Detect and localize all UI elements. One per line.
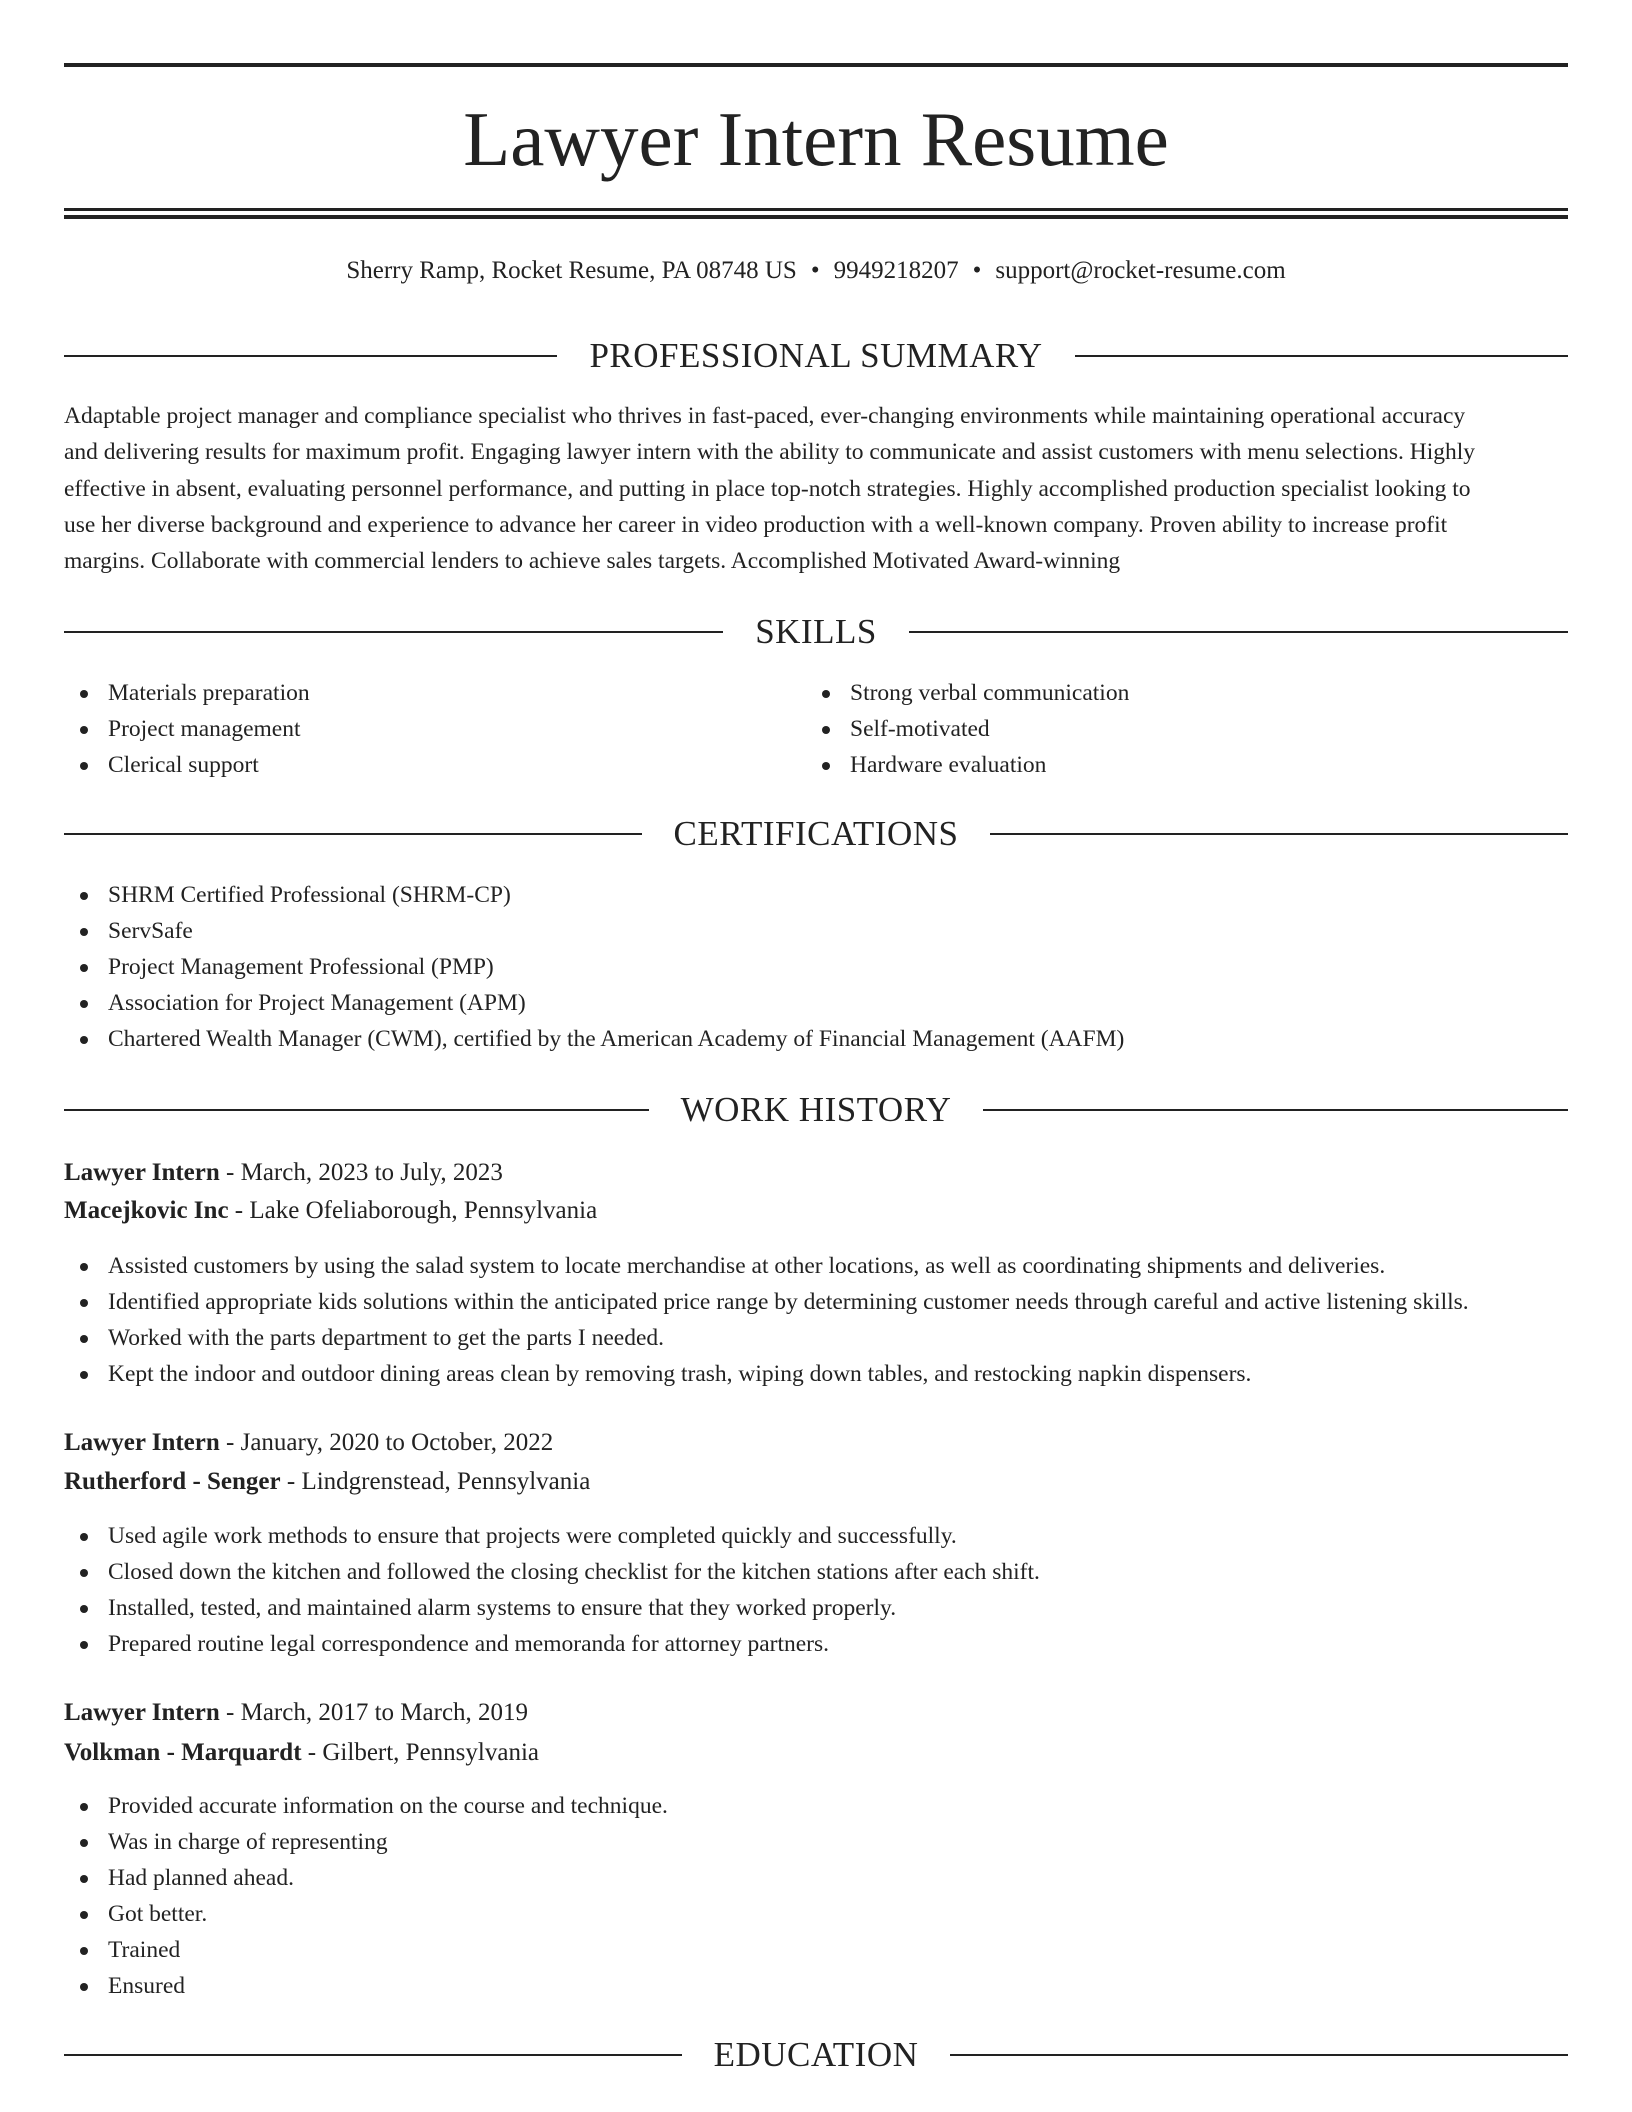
- heading-rule-left: [64, 355, 557, 357]
- job-location: - Lake Ofeliaborough, Pennsylvania: [228, 1197, 598, 1224]
- job-bullet: Provided accurate information on the course and technique.: [64, 1788, 1568, 1824]
- certification-item: ServSafe: [64, 913, 1568, 949]
- heading-rule-right: [983, 1109, 1568, 1111]
- heading-rule-left: [64, 631, 723, 633]
- skill-item: Hardware evaluation: [806, 747, 1546, 783]
- header-double-rule-lower: [64, 215, 1568, 219]
- certification-item: Project Management Professional (PMP): [64, 949, 1568, 985]
- section-heading-education: [64, 2033, 1568, 2077]
- summary-line: Adaptable project manager and compliance specialist who thrives in fast-paced, ever-changing environments while maintaining operational accuracy: [64, 403, 1466, 429]
- section-heading-summary: [64, 334, 1568, 378]
- summary-line: use her diverse background and experience to advance her career in video production with a well-known company. Proven ability to increase profit: [64, 511, 1448, 538]
- section-heading-work-history: [64, 1088, 1568, 1132]
- heading-rule-left: [64, 833, 642, 835]
- job-dates: - March, 2017 to March, 2019: [219, 1699, 529, 1726]
- heading-rule-left: [64, 1109, 649, 1111]
- job-location: - Gilbert, Pennsylvania: [301, 1739, 539, 1766]
- professional-summary: [64, 398, 1568, 579]
- job-bullet: Got better.: [64, 1896, 1568, 1932]
- section-title: WORK HISTORY: [680, 1090, 952, 1129]
- job-bullet: Had planned ahead.: [64, 1860, 1568, 1896]
- certifications-list: [64, 877, 1568, 1057]
- job-bullet: Ensured: [64, 1968, 1568, 2004]
- job-bullet: Worked with the parts department to get the parts I needed.: [64, 1320, 1568, 1356]
- skill-item: Self-motivated: [806, 711, 1546, 747]
- job-bullet: Closed down the kitchen and followed the closing checklist for the kitchen stations after each shift.: [64, 1554, 1568, 1590]
- job-title: Lawyer Intern: [64, 1429, 220, 1456]
- certification-item: Chartered Wealth Manager (CWM), certified by the American Academy of Financial Management (AAFM): [64, 1021, 1568, 1057]
- job-bullets: [64, 1518, 1568, 1662]
- job-bullets: [64, 1248, 1568, 1392]
- contact-phone: 9949218207: [833, 257, 959, 284]
- skills-list-left: [64, 675, 804, 783]
- section-title: EDUCATION: [713, 2035, 919, 2074]
- section-title: SKILLS: [755, 612, 877, 651]
- job-bullet: Installed, tested, and maintained alarm systems to ensure that they worked properly.: [64, 1590, 1568, 1626]
- job-company: Macejkovic Inc: [64, 1197, 229, 1224]
- page-title: Lawyer Intern Resume: [463, 96, 1169, 182]
- skill-item: Project management: [64, 711, 804, 747]
- heading-rule-right: [950, 2054, 1568, 2056]
- section-heading-certifications: [64, 812, 1568, 856]
- job-title-line: [64, 1694, 1568, 1732]
- job-bullet: Identified appropriate kids solutions within the anticipated price range by determining customer needs through careful and active listening skills.: [64, 1284, 1568, 1320]
- job-dates: - January, 2020 to October, 2022: [219, 1429, 554, 1456]
- certification-item: SHRM Certified Professional (SHRM-CP): [64, 877, 1568, 913]
- job-company: Volkman - Marquardt: [64, 1739, 302, 1766]
- job-bullets: [64, 1788, 1568, 2004]
- job-title: Lawyer Intern: [64, 1159, 220, 1186]
- contact-separator: •: [972, 257, 982, 284]
- heading-rule-right: [1075, 355, 1568, 357]
- job-bullet: Prepared routine legal correspondence and memoranda for attorney partners.: [64, 1626, 1568, 1662]
- job-title-line: [64, 1154, 1568, 1192]
- header-double-rule-upper: [64, 208, 1568, 211]
- section-title: PROFESSIONAL SUMMARY: [589, 336, 1043, 375]
- job-dates: - March, 2023 to July, 2023: [219, 1159, 503, 1186]
- summary-line: and delivering results for maximum profit. Engaging lawyer intern with the ability to communicate and assist customers with menu selections. Highly: [64, 439, 1476, 466]
- header-top-rule: [64, 63, 1568, 67]
- skill-item: Clerical support: [64, 747, 804, 783]
- job-bullet: Was in charge of representing: [64, 1824, 1568, 1860]
- summary-line: margins. Collaborate with commercial lenders to achieve sales targets. Accomplished Motivated Award-winning: [64, 548, 1121, 575]
- job-bullet: Kept the indoor and outdoor dining areas clean by removing trash, wiping down tables, and restocking napkin dispensers.: [64, 1356, 1568, 1392]
- job-company: Rutherford - Senger: [64, 1468, 281, 1495]
- section-title: CERTIFICATIONS: [673, 814, 959, 853]
- job-company-line: [64, 1463, 1568, 1501]
- contact-separator: •: [810, 257, 820, 284]
- heading-rule-right: [990, 833, 1568, 835]
- job-bullet: Assisted customers by using the salad system to locate merchandise at other locations, as well as coordinating shipments and deliveries.: [64, 1248, 1568, 1284]
- heading-rule-left: [64, 2054, 682, 2056]
- job-title: Lawyer Intern: [64, 1699, 220, 1726]
- job-bullet: Used agile work methods to ensure that projects were completed quickly and successfully.: [64, 1518, 1568, 1554]
- job-title-line: [64, 1424, 1568, 1462]
- job-company-line: [64, 1734, 1568, 1772]
- certification-item: Association for Project Management (APM): [64, 985, 1568, 1021]
- skill-item: Strong verbal communication: [806, 675, 1546, 711]
- skill-item: Materials preparation: [64, 675, 804, 711]
- job-bullet: Trained: [64, 1932, 1568, 1968]
- contact-address: Sherry Ramp, Rocket Resume, PA 08748 US: [346, 257, 797, 284]
- contact-email: support@rocket-resume.com: [995, 257, 1286, 284]
- heading-rule-right: [909, 631, 1568, 633]
- summary-line: effective in absent, evaluating personnel performance, and putting in place top-notch strategies. Highly accomplished production specialist looking to: [64, 475, 1471, 502]
- job-location: - Lindgrenstead, Pennsylvania: [280, 1468, 591, 1495]
- contact-line: [64, 254, 1568, 288]
- section-heading-skills: [64, 610, 1568, 654]
- skills-list-right: [806, 675, 1546, 783]
- job-company-line: [64, 1192, 1568, 1230]
